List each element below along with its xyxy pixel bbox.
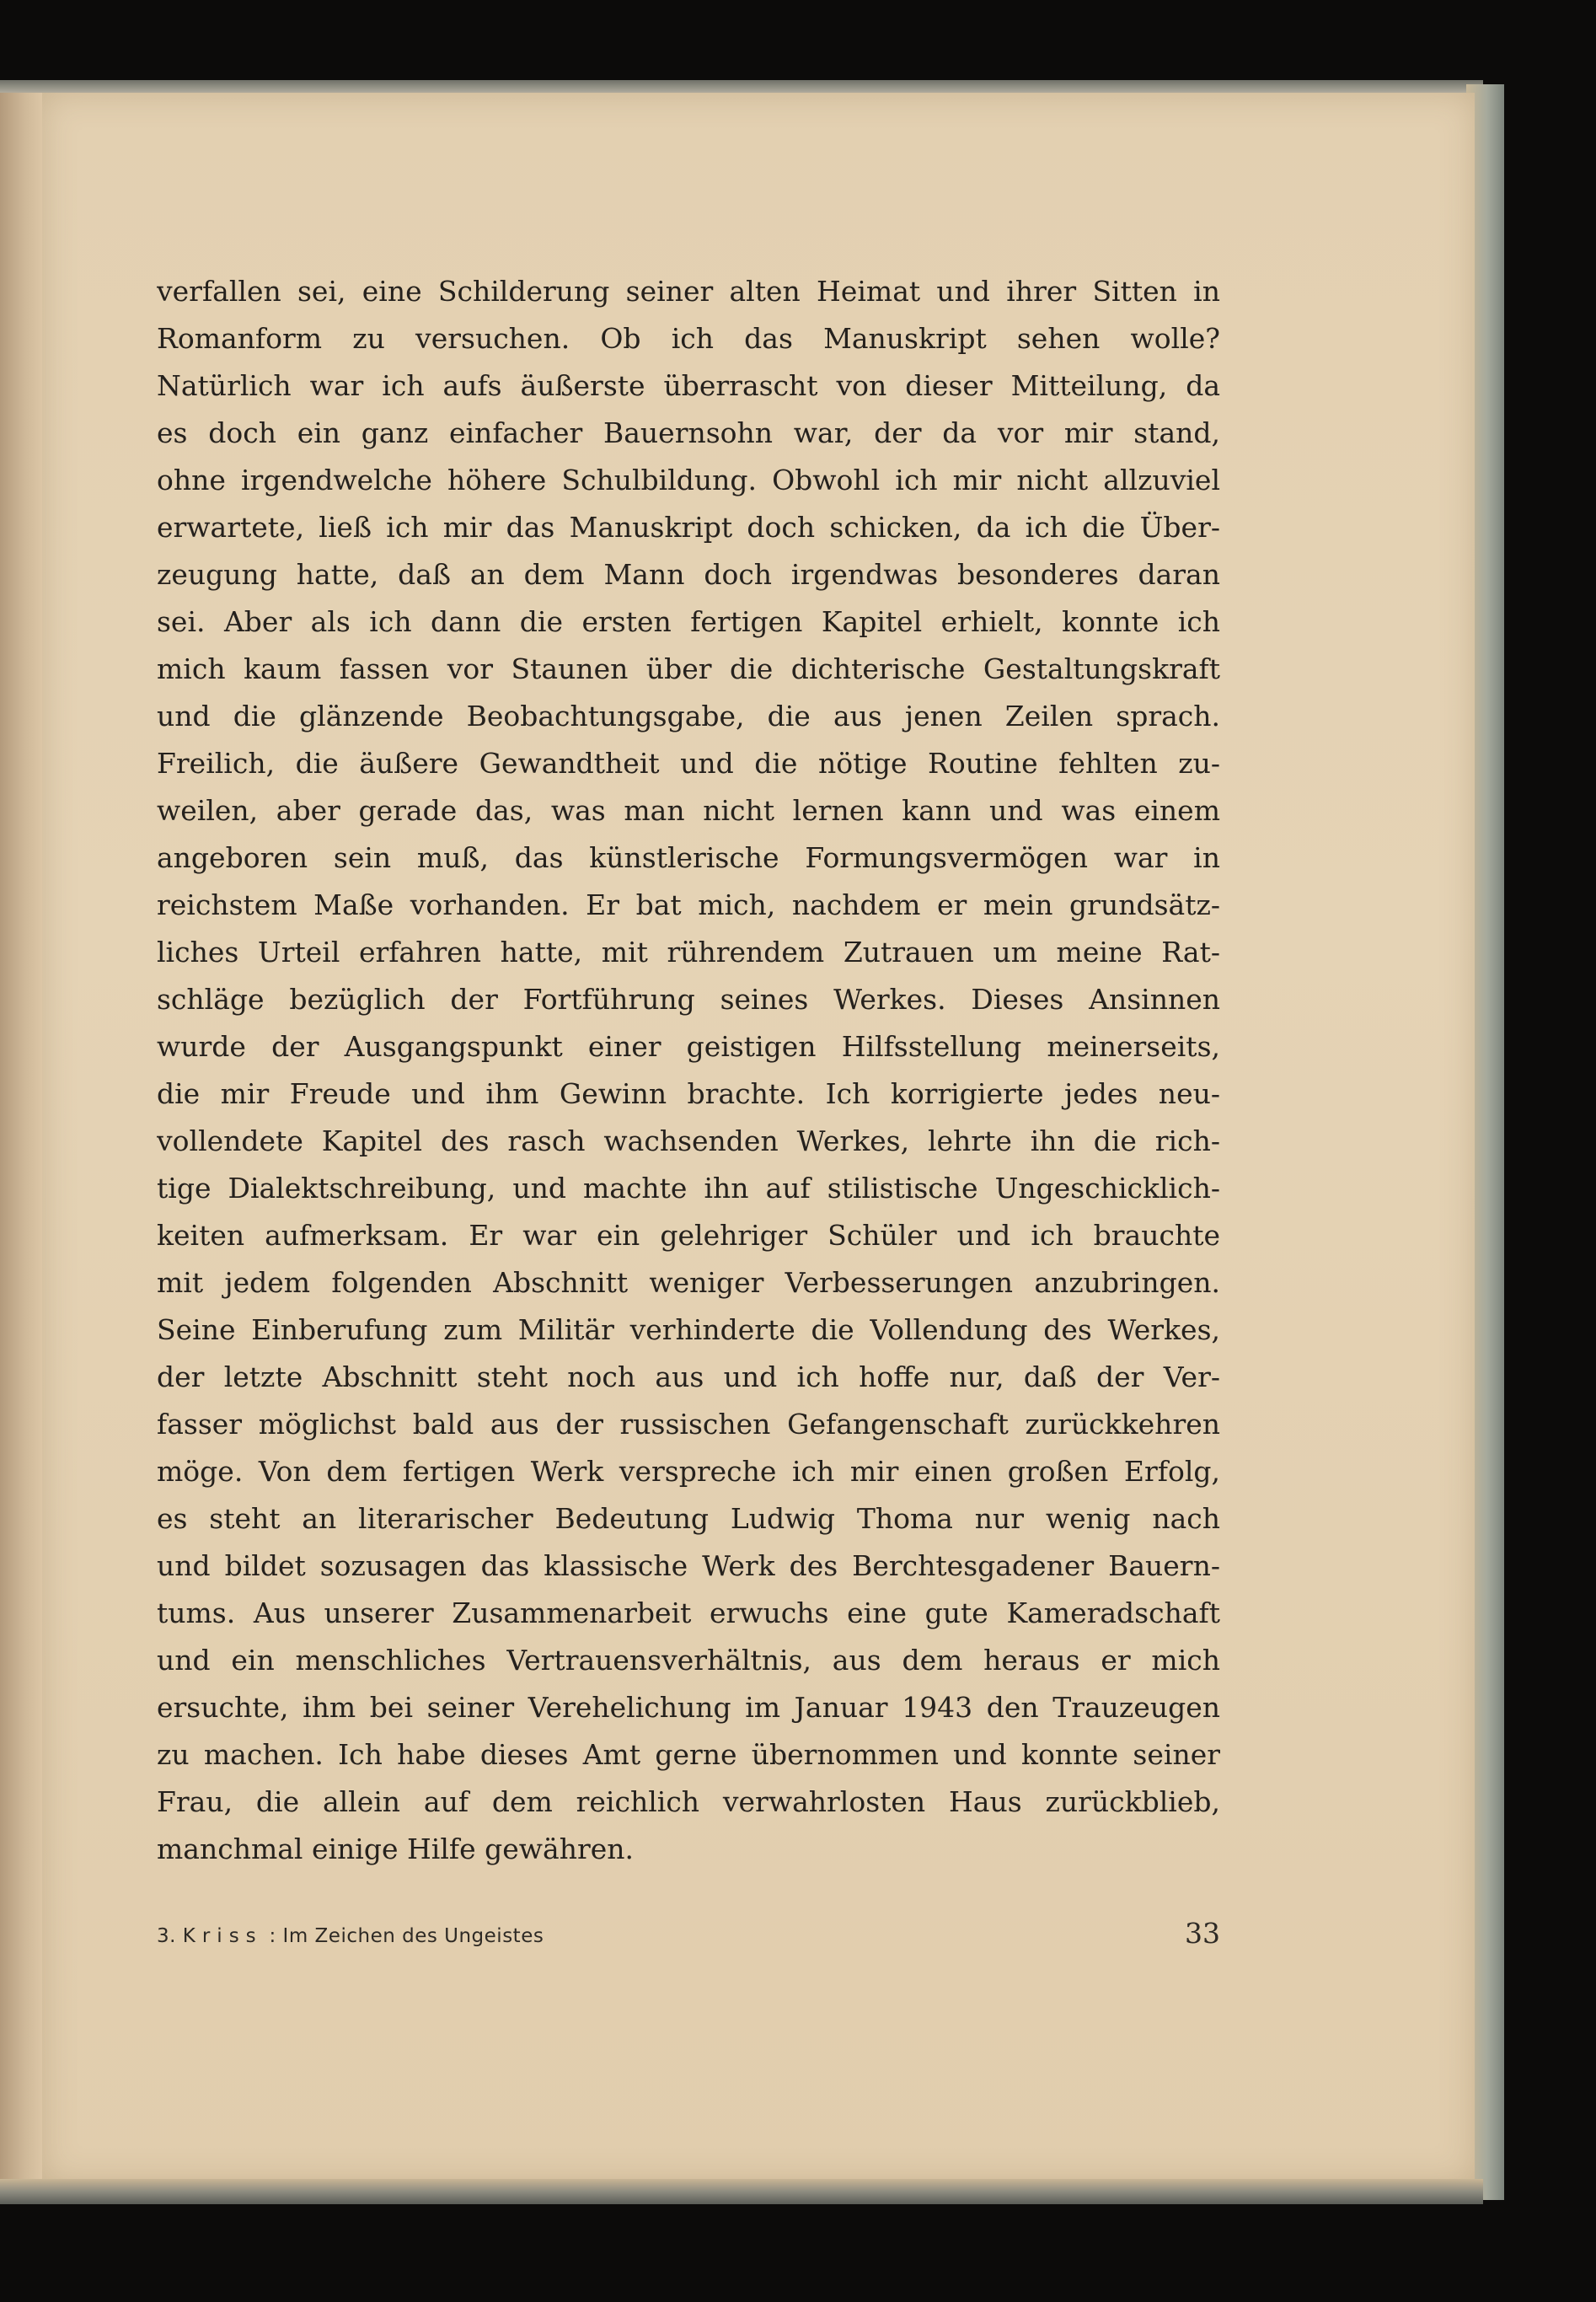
page-number: 33 — [1185, 1917, 1220, 1950]
text-line: zu machen. Ich habe dieses Amt gerne übernommen und konnte seiner — [157, 1738, 1220, 1771]
author-name: Kriss — [182, 1925, 263, 1947]
page-gutter — [0, 93, 42, 2183]
text-line: keiten aufmerksam. Er war ein gelehriger Schüler und ich brauchte — [157, 1219, 1220, 1252]
text-line: manchmal einige Hilfe gewähren. — [157, 1832, 634, 1865]
text-line: Romanform zu versuchen. Ob ich das Manuskript sehen wolle? — [157, 322, 1220, 355]
text-line: mit jedem folgenden Abschnitt weniger Verbesserungen anzubringen. — [157, 1266, 1220, 1299]
page-footer — [157, 1917, 1220, 1959]
text-line: liches Urteil erfahren hatte, mit rührendem Zutrauen um meine Rat- — [157, 936, 1220, 969]
text-line: ohne irgendwelche höhere Schulbildung. Obwohl ich mir nicht allzuviel — [157, 464, 1220, 496]
text-line: möge. Von dem fertigen Werk verspreche ich mir einen großen Erfolg, — [157, 1455, 1220, 1488]
text-line: Natürlich war ich aufs äußerste überrascht von dieser Mitteilung, da — [157, 369, 1220, 402]
text-line: tums. Aus unserer Zusammenarbeit erwuchs eine gute Kameradschaft — [157, 1596, 1220, 1629]
text-line: verfallen sei, eine Schilderung seiner alten Heimat und ihrer Sitten in — [157, 275, 1220, 308]
book-title: Im Zeichen des Ungeistes — [282, 1925, 544, 1947]
text-line: und ein menschliches Vertrauensverhältnis, aus dem heraus er mich — [157, 1644, 1220, 1677]
text-line: vollendete Kapitel des rasch wachsenden Werkes, lehrte ihn die rich- — [157, 1124, 1220, 1157]
text-line: sei. Aber als ich dann die ersten fertigen Kapitel erhielt, konnte ich — [157, 605, 1220, 638]
text-line: ersuchte, ihm bei seiner Verehelichung im Januar 1943 den Trauzeugen — [157, 1691, 1220, 1724]
text-line: zeugung hatte, daß an dem Mann doch irgendwas besonderes daran — [157, 558, 1220, 591]
text-line: mich kaum fassen vor Staunen über die dichterische Gestaltungskraft — [157, 652, 1220, 685]
text-line: tige Dialektschreibung, und machte ihn auf stilistische Ungeschicklich- — [157, 1172, 1220, 1205]
text-line: wurde der Ausgangspunkt einer geistigen Hilfsstellung meinerseits, — [157, 1030, 1220, 1063]
signature-line — [157, 1925, 544, 1947]
text-line: erwartete, ließ ich mir das Manuskript doch schicken, da ich die Über- — [157, 511, 1220, 544]
text-line: weilen, aber gerade das, was man nicht lernen kann und was einem — [157, 794, 1220, 827]
text-line: und die glänzende Beobachtungsgabe, die aus jenen Zeilen sprach. — [157, 700, 1220, 732]
text-line: reichstem Maße vorhanden. Er bat mich, nachdem er mein grundsätz- — [157, 888, 1220, 921]
page-bottom-edge — [0, 2179, 1483, 2204]
text-line: und bildet sozusagen das klassische Werk des Berchtesgadener Bauern- — [157, 1549, 1220, 1582]
text-line: schläge bezüglich der Fortführung seines Werkes. Dieses Ansinnen — [157, 983, 1220, 1016]
signature-number: 3. — [157, 1925, 176, 1947]
text-line: Freilich, die äußere Gewandtheit und die nötige Routine fehlten zu- — [157, 747, 1220, 780]
text-line: Seine Einberufung zum Militär verhinderte die Vollendung des Werkes, — [157, 1313, 1220, 1346]
text-line: fasser möglichst bald aus der russischen Gefangenschaft zurückkehren — [157, 1408, 1220, 1441]
text-line: es steht an literarischer Bedeutung Ludwig Thoma nur wenig nach — [157, 1502, 1220, 1535]
text-line: Frau, die allein auf dem reichlich verwahrlosten Haus zurückblieb, — [157, 1785, 1220, 1818]
text-line: es doch ein ganz einfacher Bauernsohn war, der da vor mir stand, — [157, 416, 1220, 449]
footer-separator: : — [269, 1925, 276, 1947]
text-line: die mir Freude und ihm Gewinn brachte. Ich korrigierte jedes neu- — [157, 1077, 1220, 1110]
text-line: angeboren sein muß, das künstlerische Formungsvermögen war in — [157, 841, 1220, 874]
text-line: der letzte Abschnitt steht noch aus und ich hoffe nur, daß der Ver- — [157, 1360, 1220, 1393]
body-text — [157, 268, 1220, 1873]
